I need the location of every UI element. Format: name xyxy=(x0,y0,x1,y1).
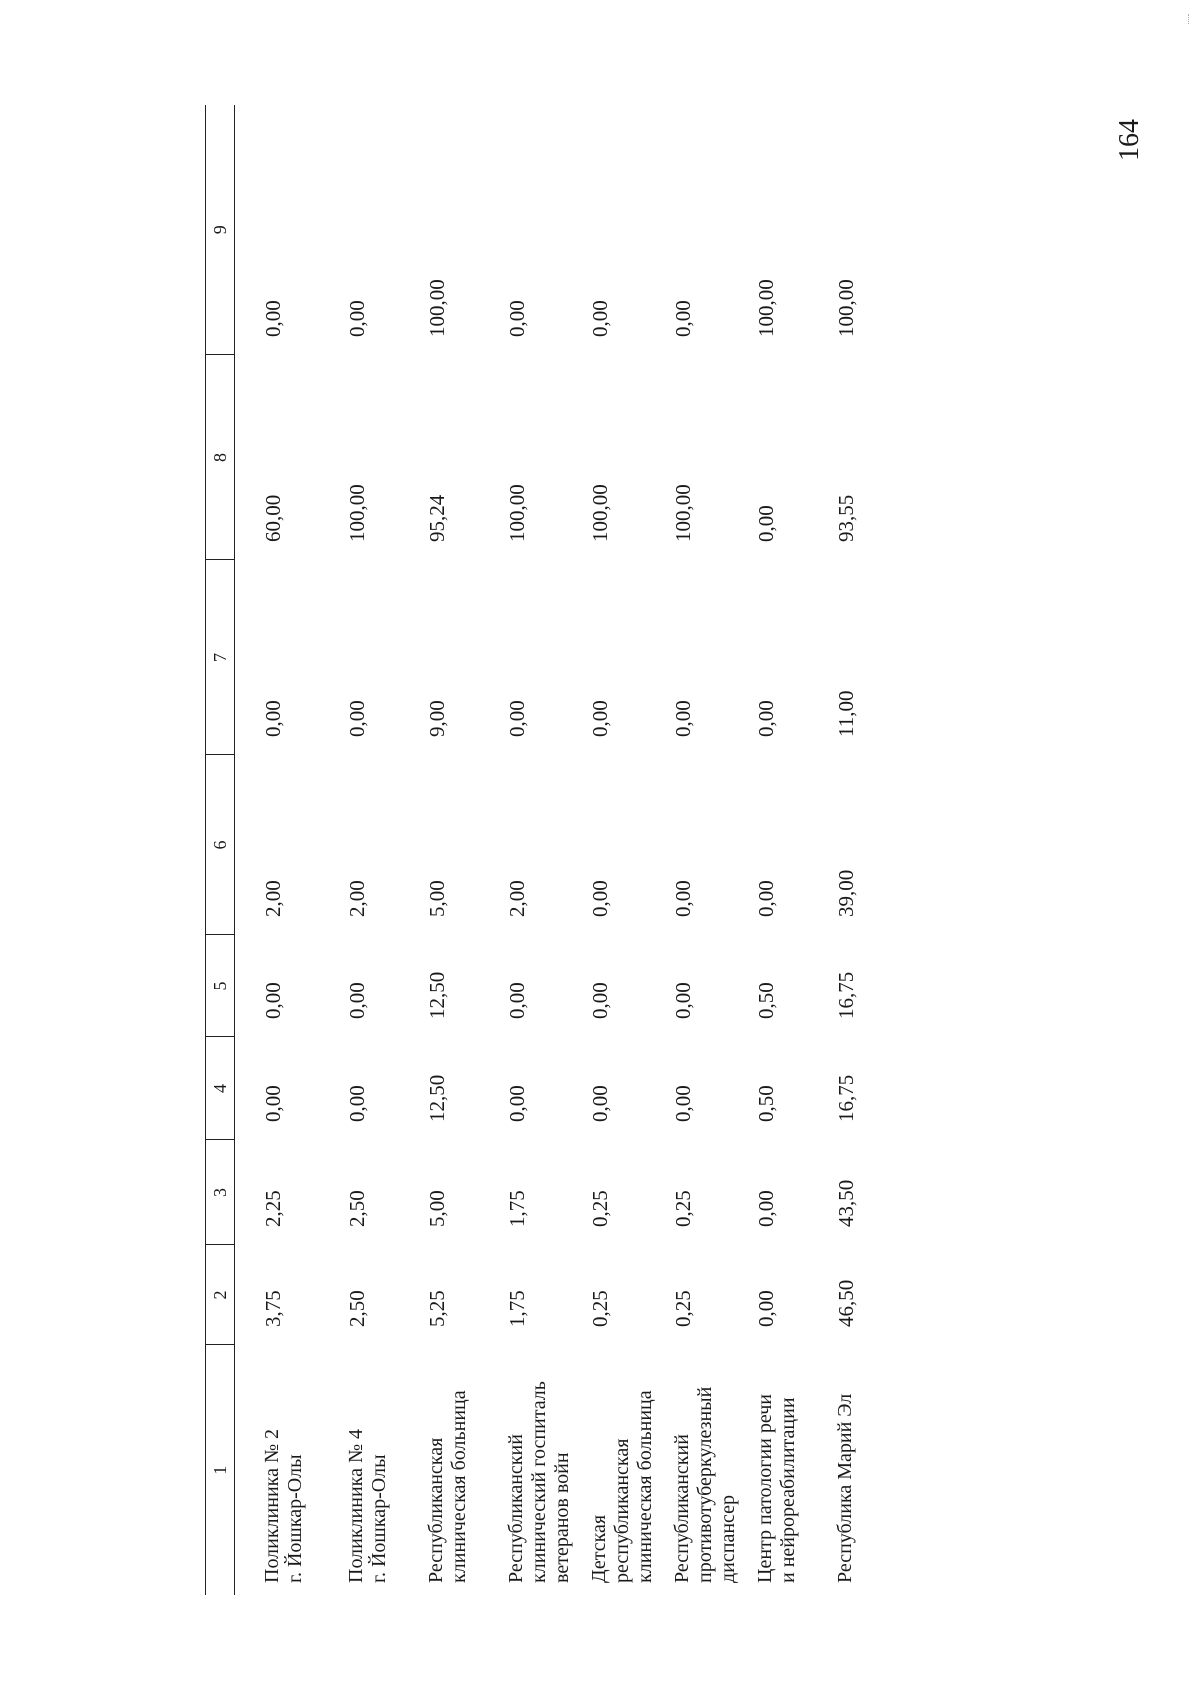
institution-name: Республиканская клиническая больница xyxy=(424,1390,470,1583)
value-cell: 43,50 xyxy=(833,1179,858,1227)
value-cell: 100,00 xyxy=(587,484,612,542)
value-cell: 0,00 xyxy=(504,300,529,337)
value-cell: 100,00 xyxy=(753,279,778,337)
page-number: 164 xyxy=(1114,119,1145,161)
value-cell: 5,25 xyxy=(424,1290,449,1327)
value-cell: 0,25 xyxy=(587,1190,612,1227)
column-number: 5 xyxy=(206,935,235,1037)
value-cell: 0,00 xyxy=(587,1085,612,1122)
value-cell: 2,00 xyxy=(261,880,285,917)
value-cell: 11,00 xyxy=(833,690,858,737)
statistics-table xyxy=(205,105,900,1595)
value-cell: 1,75 xyxy=(504,1290,529,1327)
value-cell: 0,25 xyxy=(670,1190,695,1227)
value-cell: 0,50 xyxy=(753,982,778,1019)
institution-name: Детская республиканская клиническая больница xyxy=(587,1390,656,1583)
column-number-row xyxy=(206,105,235,1595)
value-cell: 100,00 xyxy=(424,279,449,337)
value-cell: 39,00 xyxy=(833,869,858,917)
table-row xyxy=(740,105,820,1595)
institution-name: Центр патологии речи и нейрореабилитации xyxy=(753,1393,799,1583)
value-cell: 95,24 xyxy=(424,494,449,542)
institution-name: Поликлиника № 4 г. Йошкар-Олы xyxy=(344,1428,390,1583)
value-cell: 2,00 xyxy=(344,880,369,917)
institution-name: Республиканский противотуберкулезный диспансер xyxy=(670,1386,739,1583)
institution-name: Республиканский клинический госпиталь ветеранов войн xyxy=(504,1381,573,1583)
value-cell: 0,00 xyxy=(344,300,369,337)
value-cell: 0,00 xyxy=(670,982,695,1019)
value-cell: 0,00 xyxy=(753,1190,778,1227)
institution-name: Республика Марий Эл xyxy=(833,1393,856,1583)
value-cell: 46,50 xyxy=(833,1279,858,1327)
value-cell: 0,00 xyxy=(753,700,778,737)
rotated-table-container xyxy=(205,105,995,1595)
value-cell: 0,00 xyxy=(261,1085,285,1122)
value-cell: 0,00 xyxy=(261,700,285,737)
value-cell: 3,75 xyxy=(261,1290,285,1327)
column-number: 4 xyxy=(206,1037,235,1140)
value-cell: 0,25 xyxy=(587,1290,612,1327)
value-cell: 0,00 xyxy=(587,300,612,337)
value-cell: 0,00 xyxy=(344,1085,369,1122)
value-cell: 0,25 xyxy=(670,1290,695,1327)
value-cell: 0,00 xyxy=(504,1085,529,1122)
table-row xyxy=(491,105,574,1595)
column-number: 2 xyxy=(206,1245,235,1345)
value-cell: 0,00 xyxy=(587,880,612,917)
table-row xyxy=(820,105,900,1595)
table-row xyxy=(411,105,491,1595)
column-number: 7 xyxy=(206,560,235,755)
value-cell: 0,50 xyxy=(753,1085,778,1122)
value-cell: 0,00 xyxy=(261,982,285,1019)
value-cell: 5,00 xyxy=(424,1190,449,1227)
institution-name: Поликлиника № 2 г. Йошкар-Олы xyxy=(261,1428,306,1583)
value-cell: 100,00 xyxy=(833,279,858,337)
value-cell: 2,00 xyxy=(504,880,529,917)
value-cell: 100,00 xyxy=(344,484,369,542)
value-cell: 0,00 xyxy=(753,880,778,917)
value-cell: 0,00 xyxy=(670,700,695,737)
value-cell: 0,00 xyxy=(670,300,695,337)
value-cell: 0,00 xyxy=(344,982,369,1019)
value-cell: 0,00 xyxy=(261,300,285,337)
value-cell: 5,00 xyxy=(424,880,449,917)
value-cell: 12,50 xyxy=(424,1074,449,1122)
column-number: 8 xyxy=(206,355,235,560)
value-cell: 0,00 xyxy=(670,1085,695,1122)
value-cell: 0,00 xyxy=(670,880,695,917)
scan-artifact xyxy=(1188,14,1191,24)
table-row xyxy=(331,105,411,1595)
table-row xyxy=(235,105,331,1595)
value-cell: 2,50 xyxy=(344,1290,369,1327)
value-cell: 0,00 xyxy=(587,982,612,1019)
value-cell: 2,25 xyxy=(261,1190,285,1227)
column-number: 9 xyxy=(206,105,235,355)
value-cell: 100,00 xyxy=(670,484,695,542)
value-cell: 0,00 xyxy=(504,982,529,1019)
value-cell: 0,00 xyxy=(753,505,778,542)
value-cell: 0,00 xyxy=(587,700,612,737)
table-row xyxy=(574,105,657,1595)
value-cell: 2,50 xyxy=(344,1190,369,1227)
value-cell: 93,55 xyxy=(833,494,858,542)
value-cell: 16,75 xyxy=(833,1074,858,1122)
value-cell: 60,00 xyxy=(261,494,285,542)
value-cell: 9,00 xyxy=(424,700,449,737)
table-row xyxy=(657,105,740,1595)
column-number: 1 xyxy=(206,1345,235,1595)
column-number: 3 xyxy=(206,1140,235,1245)
value-cell: 0,00 xyxy=(504,700,529,737)
column-number: 6 xyxy=(206,755,235,935)
value-cell: 12,50 xyxy=(424,971,449,1019)
value-cell: 1,75 xyxy=(504,1190,529,1227)
value-cell: 0,00 xyxy=(344,700,369,737)
value-cell: 100,00 xyxy=(504,484,529,542)
value-cell: 0,00 xyxy=(753,1290,778,1327)
value-cell: 16,75 xyxy=(833,971,858,1019)
